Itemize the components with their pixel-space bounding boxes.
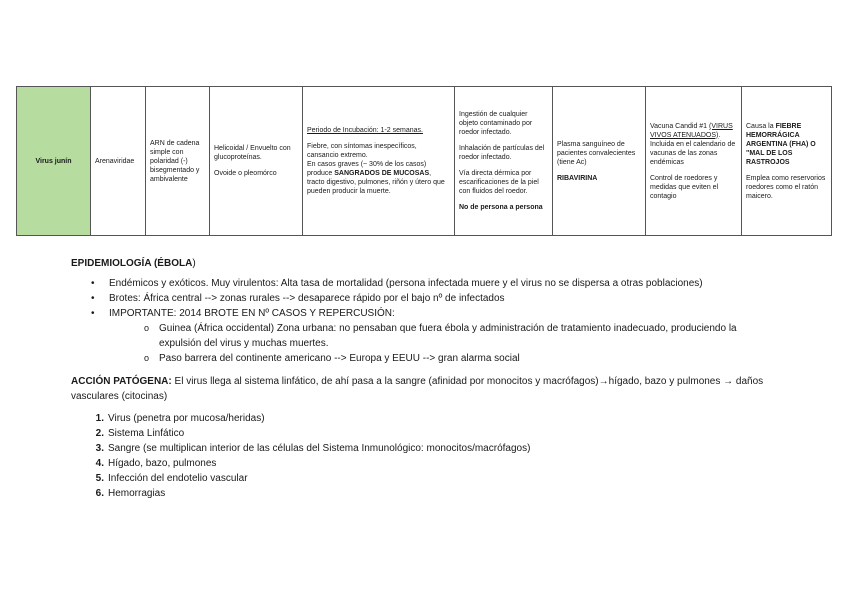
shape-text: Ovoide o pleomórco	[214, 170, 277, 177]
step-item: 3. Sangre (se multiplican interior de las células del Sistema Inmunológico: monocitos/macrófagos)	[95, 443, 531, 454]
transmission-cell	[455, 87, 553, 236]
vaccine-text: Vacuna Candid #1 (VIRUS VIVOS ATENUADOS). Incluida en el calendario de vacunas de las zonas endémicas	[650, 122, 736, 166]
prevention-cell	[646, 87, 742, 236]
disease-text: Causa la FIEBRE HEMORRÁGICA ARGENTINA (FHA) O "MAL DE LOS RASTROJOS	[746, 122, 816, 166]
transmission-text: Ingestión de cualquier objeto contaminado por roedor infectado.	[459, 111, 533, 136]
virus-name-cell: Virus junín	[17, 87, 91, 236]
sub-list-item: o Paso barrera del continente americano --> Europa y EEUU --> gran alarma social	[109, 351, 781, 366]
list-item: • Brotes: África central --> zonas rurales --> desaparece rápido por el bajo nº de infectados	[71, 291, 781, 306]
transmission-text: No de persona a persona	[459, 204, 543, 211]
treatment-drug: RIBAVIRINA	[557, 174, 598, 182]
transmission-text: Vía directa dérmica por escarificaciones de la piel con fluidos del roedor.	[459, 170, 539, 195]
family-cell: Arenaviridae	[91, 87, 146, 236]
table-row	[17, 87, 832, 236]
step-item: 2. Sistema Linfático	[95, 428, 185, 439]
epidemiology-list	[71, 276, 781, 366]
severe-cases-text: En casos graves (~ 30% de los casos) produce SANGRADOS DE MUCOSAS, tracto digestivo, pulmones, riñón y útero que pueden producir la muerte.	[307, 161, 445, 195]
structure-cell	[210, 87, 303, 236]
incubation-text: Periodo de Incubación: 1-2 semanas.	[307, 127, 423, 134]
notes-cell	[742, 87, 832, 236]
structure-text: Helicoidal / Envuelto con glucoproteínas.	[214, 145, 291, 161]
treatment-cell	[553, 87, 646, 236]
document-body	[71, 256, 781, 501]
treatment-text: Plasma sanguíneo de pacientes convalecientes (tiene Ac)	[557, 140, 636, 166]
virus-table	[16, 86, 832, 236]
clinical-cell	[303, 87, 455, 236]
step-item: 4. Hígado, bazo, pulmones	[95, 458, 217, 469]
transmission-text: Inhalación de partículas del roedor infectado.	[459, 145, 545, 161]
section-title: EPIDEMIOLOGÍA (ÉBOLA)	[71, 258, 196, 269]
sub-list	[109, 321, 781, 366]
list-item: • IMPORTANTE: 2014 BROTE EN Nº CASOS Y REPERCUSIÓN: o Guinea (África occidental) Zona urbana: no pensaban que fuera ébola y administración de tratamiento inadecuado, produciendo la expulsión del virus y muchas muertes. o Paso barrera del continente americano --> Europa y EEUU --> gran alarma social	[71, 306, 781, 366]
list-item: • Endémicos y exóticos. Muy virulentos: Alta tasa de mortalidad (persona infectada muere y el virus no se dispersa a otras poblaciones)	[71, 276, 781, 291]
reservoir-text: Emplea como reservorios roedores como el ratón maicero.	[746, 174, 826, 200]
pathogenic-action-paragraph: ACCIÓN PATÓGENA: El virus llega al sistema linfático, de ahí pasa a la sangre (afinidad por monocitos y macrófagos)→hígado, bazo y pulmones → daños vasculares (citocinas)	[71, 376, 764, 402]
step-item: 1. Virus (penetra por mucosa/heridas)	[95, 413, 265, 424]
prevention-text: Control de roedores y medidas que eviten el contagio	[650, 174, 719, 200]
steps-list	[71, 411, 781, 501]
step-item: 5. Infección del endotelio vascular	[95, 473, 248, 484]
symptoms-text: Fiebre, con síntomas inespecíficos, cansancio extremo.	[307, 143, 417, 159]
step-item: 6. Hemorragias	[95, 488, 166, 499]
genome-cell: ARN de cadena simple con polaridad (-) bisegmentado y ambivalente	[146, 87, 210, 236]
sub-list-item: o Guinea (África occidental) Zona urbana: no pensaban que fuera ébola y administración de tratamiento inadecuado, produciendo la expulsión del virus y muchas muertes.	[109, 321, 781, 351]
